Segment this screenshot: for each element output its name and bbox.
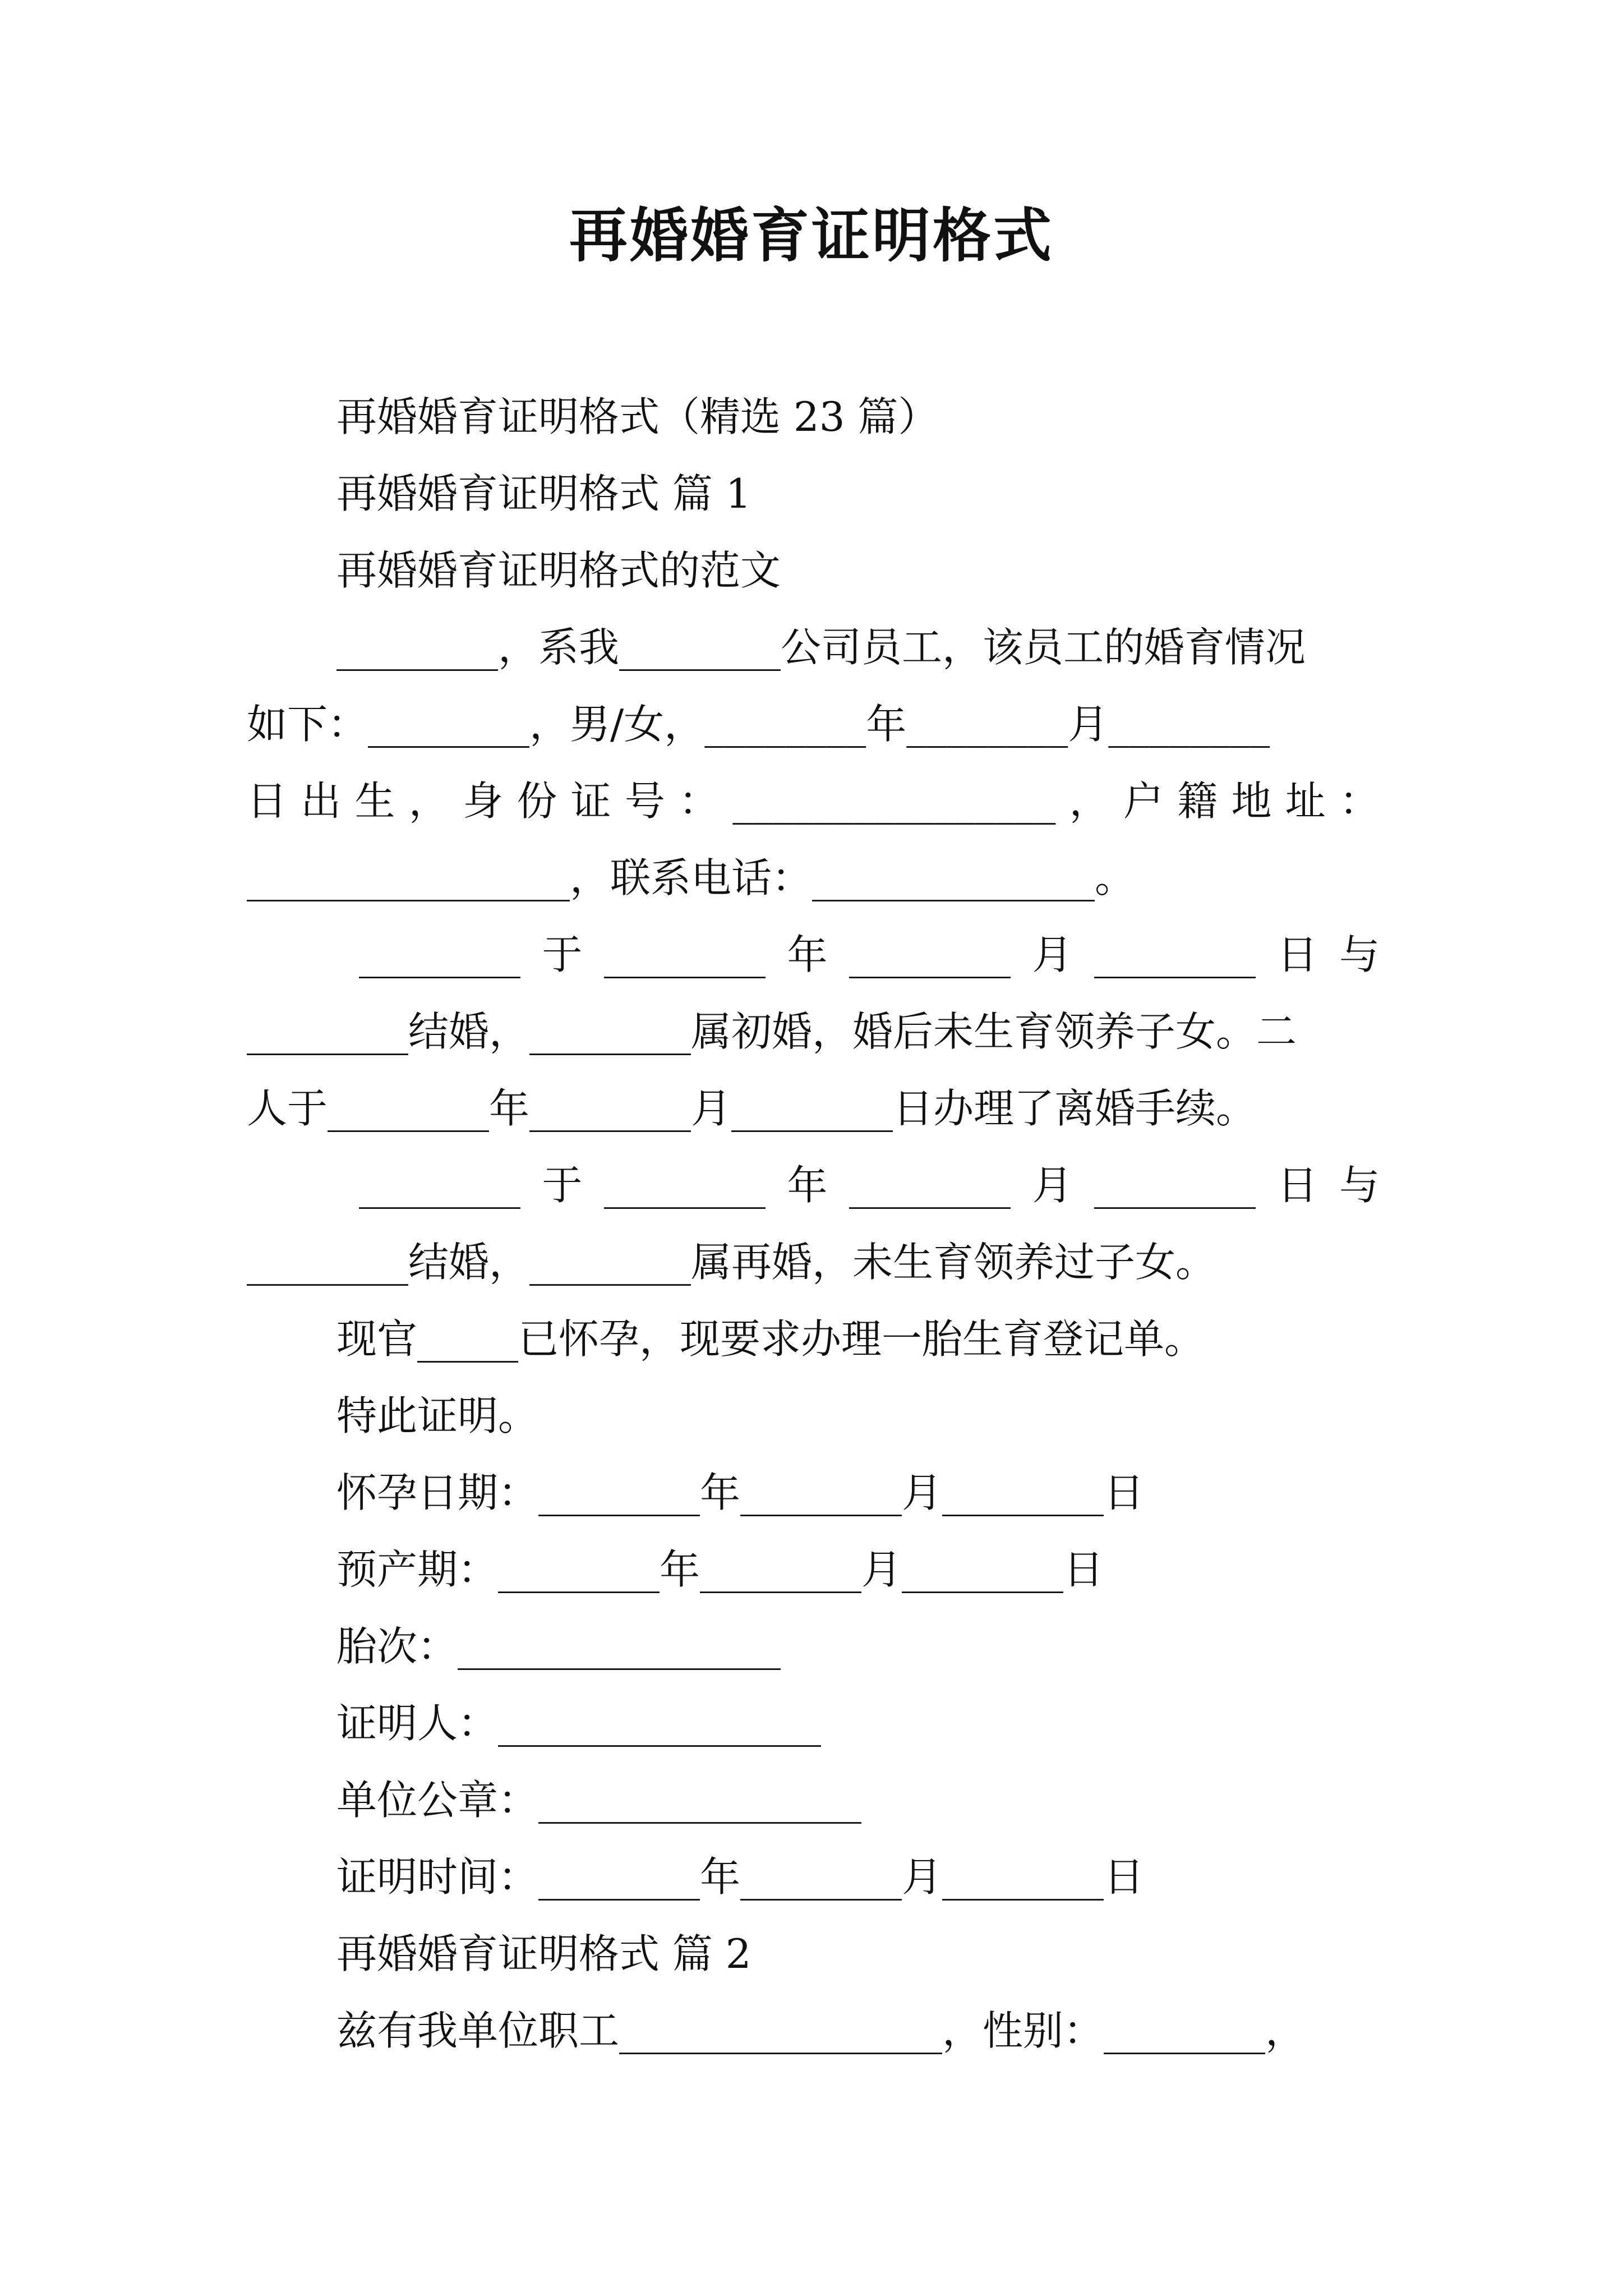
paragraph-line-spread <box>247 770 1380 832</box>
subtitle-line: 再婚婚育证明格式（精选 23 篇） <box>336 393 939 440</box>
paragraph-line: 特此证明。 <box>336 1392 539 1439</box>
text-fragment: 与 <box>1339 931 1380 978</box>
text-fragment: 年 <box>787 1162 828 1209</box>
text-fragment: ， <box>1069 777 1110 825</box>
paragraph-line: 人于________年________月________日办理了离婚手续。 <box>247 1085 1257 1132</box>
text-fragment: 于 <box>542 1162 583 1209</box>
text-fragment: 份 <box>517 777 557 825</box>
text-fragment: 于 <box>542 931 583 978</box>
form-field-line: 预产期：________年________月________日 <box>336 1546 1104 1593</box>
text-fragment: ： <box>679 777 720 825</box>
blank-field: ________ <box>849 1162 1011 1209</box>
blank-field: ________________ <box>732 777 1056 825</box>
paragraph-line: 再婚婚育证明格式的范文 <box>336 547 781 594</box>
paragraph-line: ________结婚，________属初婚，婚后未生育领养子女。二 <box>247 1008 1297 1055</box>
text-fragment: 身 <box>463 777 504 825</box>
text-fragment: 地 <box>1231 777 1272 825</box>
text-fragment: 生 <box>354 777 395 825</box>
paragraph-line: ________________，联系电话：______________。 <box>247 854 1136 901</box>
text-fragment: 出 <box>301 777 342 825</box>
text-fragment: 日 <box>1277 1162 1318 1209</box>
blank-field: ________ <box>1094 931 1256 978</box>
text-fragment: 证 <box>570 777 611 825</box>
text-fragment: 址 <box>1285 777 1326 825</box>
form-field-line: 怀孕日期：________年________月________日 <box>336 1469 1145 1516</box>
section-heading-2: 再婚婚育证明格式 篇 2 <box>336 1930 751 1977</box>
text-fragment: 户 <box>1123 777 1164 825</box>
paragraph-line-spread <box>359 924 1380 986</box>
blank-field: ________ <box>603 931 766 978</box>
paragraph-line: 现官_____已怀孕，现要求办理一胎生育登记单。 <box>336 1315 1205 1363</box>
text-fragment: 日 <box>247 777 288 825</box>
blank-field: ________ <box>1094 1162 1256 1209</box>
text-fragment: 月 <box>1032 1162 1073 1209</box>
text-fragment: ， <box>408 777 449 825</box>
text-fragment: 年 <box>787 931 828 978</box>
blank-field: ________ <box>849 931 1011 978</box>
text-fragment: 号 <box>624 777 665 825</box>
text-fragment: 月 <box>1032 931 1073 978</box>
blank-field: ________ <box>359 931 520 978</box>
text-fragment: ： <box>1339 777 1380 825</box>
document-title: 再婚婚育证明格式 <box>569 201 1054 270</box>
paragraph-line-spread <box>359 1154 1380 1216</box>
blank-field: ________ <box>359 1162 520 1209</box>
form-field-line: 证明人：________________ <box>336 1700 822 1747</box>
text-fragment: 日 <box>1277 931 1318 978</box>
paragraph-line: 如下：________，男/女，________年________月________ <box>247 701 1270 748</box>
text-fragment: 与 <box>1339 1162 1380 1209</box>
form-field-line: 证明时间：________年________月________日 <box>336 1853 1145 1901</box>
form-field-line: 单位公章：________________ <box>336 1777 862 1824</box>
blank-field: ________ <box>603 1162 766 1209</box>
paragraph-line: ________，系我________公司员工，该员工的婚育情况 <box>336 624 1306 671</box>
paragraph-line: 兹有我单位职工________________，性别：________， <box>336 2007 1306 2054</box>
text-fragment: 籍 <box>1177 777 1218 825</box>
form-field-line: 胎次：________________ <box>336 1623 781 1670</box>
paragraph-line: ________结婚，________属再婚，未生育领养过子女。 <box>247 1239 1216 1286</box>
section-heading-1: 再婚婚育证明格式 篇 1 <box>336 470 751 517</box>
